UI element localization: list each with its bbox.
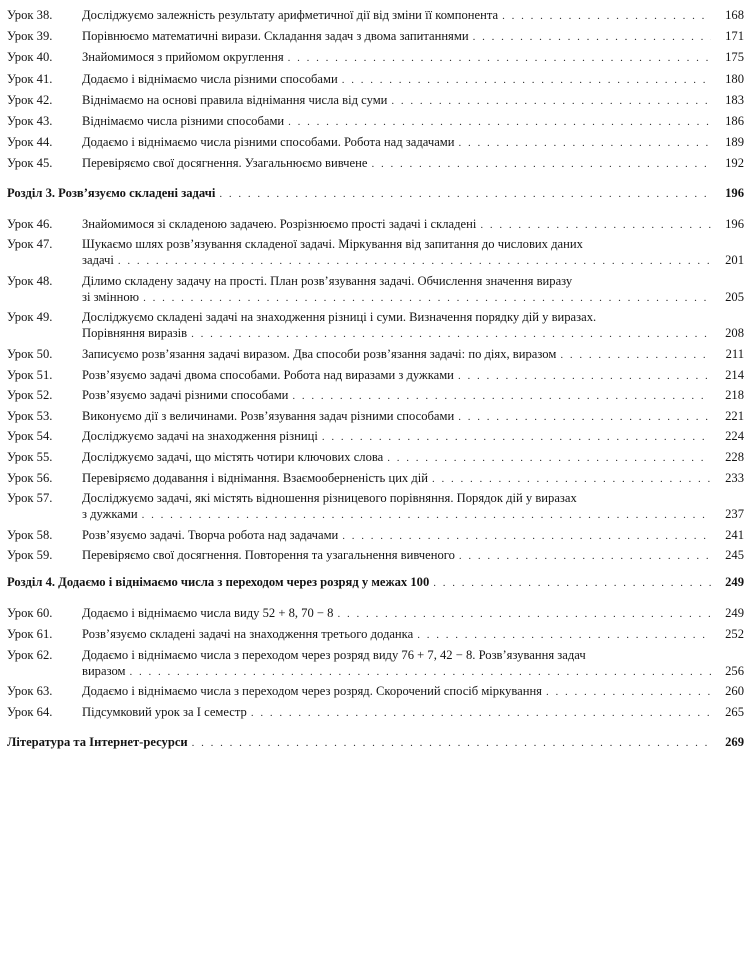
entry-text: Досліджуємо задачі, які містять відношення різницевого порівняння. Порядок дій у виразах (82, 491, 577, 506)
lesson-number: Урок 42. (7, 92, 53, 107)
dot-leader (143, 290, 711, 306)
section-heading (7, 574, 744, 590)
page-number: 249 (725, 606, 744, 620)
entry-line (82, 605, 714, 621)
toc-entry (7, 367, 744, 383)
entry-line (7, 185, 714, 201)
toc-entry (7, 216, 744, 232)
entry-text: Досліджуємо залежність результату арифметичної дії від зміни її компонента (82, 8, 499, 22)
toc-entry (7, 155, 744, 171)
entry-line (82, 626, 714, 642)
entry-title (82, 647, 714, 679)
lesson-number: Урок 47. (7, 237, 53, 252)
lesson-number: Урок 51. (7, 367, 53, 382)
entry-line (82, 683, 714, 699)
dot-leader (473, 29, 711, 45)
lesson-number: Урок 52. (7, 388, 53, 403)
toc-entry (7, 428, 744, 444)
dot-leader (337, 606, 711, 622)
entry-line (82, 273, 714, 289)
page-number: 208 (725, 326, 744, 341)
dot-leader (458, 368, 711, 384)
entry-title (82, 704, 714, 720)
toc-entry (7, 346, 744, 362)
toc-entry (7, 470, 744, 486)
page-number: 168 (725, 8, 744, 22)
section-text: Розділ 3. Розв’язуємо складені задачі (7, 185, 216, 200)
entry-line (82, 408, 714, 424)
entry-text: Додаємо і віднімаємо числа з переходом через розряд виду 76 + 7, 42 − 8. Розв’язування задач (82, 647, 586, 662)
entry-title (82, 236, 714, 268)
page-number: 218 (725, 388, 744, 403)
entry-text: Додаємо і віднімаємо числа виду 52 + 8, 70 − 8 (82, 606, 334, 620)
entry-line (82, 134, 714, 150)
entry-line (82, 325, 714, 341)
entry-text: Досліджуємо складені задачі на знаходження різниці і суми. Визначення порядку дій у виразах. (82, 310, 597, 325)
entry-title (82, 346, 714, 362)
page-number: 186 (725, 114, 744, 128)
entry-line (82, 7, 714, 23)
page-number: 175 (725, 50, 744, 65)
lesson-number: Урок 46. (7, 216, 53, 231)
entry-line (82, 527, 714, 543)
page-number: 237 (725, 507, 744, 522)
entry-line (82, 449, 714, 465)
lesson-number: Урок 41. (7, 71, 53, 86)
lesson-number: Урок 64. (7, 705, 53, 720)
entry-text: виразом (82, 663, 126, 678)
entry-text: Порівнюємо математичні вирази. Складання задач з двома запитаннями (82, 29, 469, 44)
entry-title (82, 605, 714, 621)
entry-line (82, 547, 714, 563)
lesson-number: Урок 54. (7, 429, 53, 444)
toc-entry (7, 7, 744, 23)
dot-leader (432, 471, 711, 487)
page-number: 233 (725, 470, 744, 485)
entry-title (82, 155, 714, 171)
dot-leader (251, 705, 711, 721)
entry-line (82, 428, 714, 444)
page-number: 196 (725, 185, 744, 200)
section-text: Література та Інтернет-ресурси (7, 735, 188, 749)
entry-text: Додаємо і віднімаємо числа з переходом через розряд. Скорочений спосіб міркування (82, 684, 542, 699)
entry-text: Перевіряємо додавання і віднімання. Взаємооберненість цих дій (82, 470, 429, 485)
entry-title (82, 683, 714, 699)
entry-line (82, 367, 714, 383)
toc-entry (7, 71, 744, 87)
lesson-number: Урок 38. (7, 8, 53, 22)
section-text: Розділ 4. Додаємо і віднімаємо числа з переходом через розряд у межах 100 (7, 575, 430, 589)
page-number: 221 (725, 408, 744, 423)
entry-line (82, 71, 714, 87)
entry-title (82, 387, 714, 403)
entry-line (82, 387, 714, 403)
page-number: 180 (725, 71, 744, 86)
section-heading (7, 185, 744, 201)
toc-entry (7, 134, 744, 150)
entry-line (82, 704, 714, 720)
entry-line (82, 309, 714, 325)
entry-text: Досліджуємо задачі, що містять чотири ключових слова (82, 450, 384, 464)
entry-title (82, 408, 714, 424)
entry-text: з дужками (82, 507, 138, 522)
entry-line (82, 216, 714, 232)
lesson-number: Урок 58. (7, 527, 53, 542)
page-number: 249 (725, 575, 744, 589)
page-number: 183 (725, 92, 744, 107)
entry-title (82, 71, 714, 87)
toc-entry (7, 113, 744, 129)
dot-leader (502, 8, 711, 24)
section-title (7, 185, 714, 201)
toc-entry (7, 647, 744, 679)
page-number: 192 (725, 156, 744, 171)
entry-title (82, 527, 714, 543)
page-number: 252 (725, 626, 744, 641)
section-heading (7, 734, 744, 750)
toc-entry (7, 527, 744, 543)
entry-text: Додаємо і віднімаємо числа різними способами. Робота над задачами (82, 135, 455, 150)
toc-entry (7, 449, 744, 465)
page-number: 245 (725, 548, 744, 563)
entry-text: Розв’язуємо задачі двома способами. Робота над виразами з дужками (82, 367, 454, 382)
dot-leader (322, 429, 711, 445)
entry-title (82, 626, 714, 642)
entry-text: Додаємо і віднімаємо числа різними способами (82, 71, 338, 86)
toc-entry (7, 309, 744, 341)
entry-text: Підсумковий урок за І семестр (82, 705, 247, 720)
dot-leader (417, 627, 711, 643)
lesson-number: Урок 39. (7, 29, 53, 44)
page-number: 211 (725, 347, 744, 361)
lesson-number: Урок 60. (7, 606, 53, 620)
entry-title (82, 428, 714, 444)
section-title (7, 734, 714, 750)
lesson-number: Урок 44. (7, 135, 53, 150)
dot-leader (342, 528, 711, 544)
entry-title (82, 216, 714, 232)
lesson-number: Урок 49. (7, 310, 53, 325)
entry-title (82, 367, 714, 383)
toc-entry (7, 683, 744, 699)
dot-leader (118, 253, 711, 269)
entry-title (82, 273, 714, 305)
entry-line (82, 663, 714, 679)
entry-title (82, 449, 714, 465)
entry-line (82, 289, 714, 305)
dot-leader (142, 507, 711, 523)
entry-title (82, 547, 714, 563)
entry-text: Записуємо розв’язання задачі виразом. Два способи розв’язання задачі: по діях, виразом (82, 347, 557, 361)
dot-leader (371, 156, 711, 172)
toc-entry (7, 490, 744, 522)
toc-entry (7, 547, 744, 563)
entry-text: Розв’язуємо задачі різними способами (82, 388, 289, 403)
entry-title (82, 28, 714, 44)
dot-leader (342, 72, 711, 88)
dot-leader (192, 735, 711, 751)
dot-leader (191, 326, 711, 342)
entry-text: Перевіряємо свої досягнення. Узагальнюємо вивчене (82, 156, 368, 171)
entry-text: зі змінною (82, 289, 140, 304)
entry-line (82, 28, 714, 44)
entry-text: Порівняння виразів (82, 326, 188, 341)
toc-entry (7, 408, 744, 424)
page-number: 205 (725, 289, 744, 304)
lesson-number: Урок 43. (7, 114, 53, 128)
entry-text: Віднімаємо числа різними способами (82, 114, 285, 128)
section-title (7, 574, 714, 590)
lesson-number: Урок 62. (7, 647, 53, 662)
dot-leader (387, 450, 711, 466)
entry-title (82, 49, 714, 65)
entry-text: Ділимо складену задачу на прості. План розв’язування задачі. Обчислення значення виразу (82, 273, 573, 288)
entry-line (82, 647, 714, 663)
page-number: 228 (725, 450, 744, 464)
entry-text: Розв’язуємо задачі. Творча робота над задачами (82, 527, 339, 542)
page-number: 241 (725, 527, 744, 542)
dot-leader (292, 388, 711, 404)
dot-leader (546, 684, 711, 700)
page-number: 265 (725, 705, 744, 720)
toc-entry (7, 626, 744, 642)
lesson-number: Урок 53. (7, 408, 53, 423)
entry-text: задачі (82, 253, 114, 268)
page-number: 201 (725, 253, 744, 268)
entry-title (82, 309, 714, 341)
toc-entry (7, 236, 744, 268)
entry-line (82, 252, 714, 268)
dot-leader (288, 114, 711, 130)
lesson-number: Урок 48. (7, 273, 53, 288)
entry-line (82, 490, 714, 506)
entry-line (82, 155, 714, 171)
toc-entry (7, 49, 744, 65)
lesson-number: Урок 57. (7, 491, 53, 506)
entry-text: Шукаємо шлях розв’язування складеної задачі. Міркування від запитання до числових даних (82, 237, 583, 252)
lesson-number: Урок 59. (7, 548, 53, 563)
entry-line (82, 92, 714, 108)
toc-entry (7, 704, 744, 720)
entry-text: Розв’язуємо складені задачі на знаходження третього доданка (82, 626, 414, 641)
entry-title (82, 490, 714, 522)
dot-leader (459, 135, 712, 151)
entry-text: Знайомимося зі складеною задачею. Розрізнюємо прості задачі і складені (82, 216, 477, 231)
page-number: 260 (725, 684, 744, 699)
entry-text: Знайомимося з прийомом округлення (82, 50, 284, 65)
entry-text: Віднімаємо на основі правила віднімання числа від суми (82, 92, 388, 107)
lesson-number: Урок 45. (7, 156, 53, 171)
toc-entry (7, 92, 744, 108)
entry-line (82, 49, 714, 65)
entry-text: Досліджуємо задачі на знаходження різниці (82, 429, 318, 444)
page-number: 171 (725, 29, 744, 44)
entry-line (82, 236, 714, 252)
toc-entry (7, 28, 744, 44)
toc-entry (7, 605, 744, 621)
entry-text: Перевіряємо свої досягнення. Повторення та узагальнення вивченого (82, 548, 455, 563)
page-number: 196 (725, 216, 744, 231)
entry-line (82, 113, 714, 129)
page-number: 224 (725, 429, 744, 444)
page-number: 214 (725, 367, 744, 382)
entry-title (82, 134, 714, 150)
dot-leader (560, 347, 711, 363)
page-number: 189 (725, 135, 744, 150)
entry-title (82, 7, 714, 23)
entry-line (82, 470, 714, 486)
toc-entry (7, 273, 744, 305)
dot-leader (130, 664, 712, 680)
dot-leader (433, 575, 711, 591)
dot-leader (458, 409, 711, 425)
entry-line (7, 734, 714, 750)
dot-leader (288, 50, 711, 66)
dot-leader (480, 217, 711, 233)
entry-title (82, 470, 714, 486)
dot-leader (219, 186, 711, 202)
lesson-number: Урок 63. (7, 684, 53, 699)
lesson-number: Урок 55. (7, 450, 53, 464)
entry-line (82, 506, 714, 522)
lesson-number: Урок 56. (7, 470, 53, 485)
entry-title (82, 113, 714, 129)
toc-entry (7, 387, 744, 403)
entry-line (82, 346, 714, 362)
page-number: 256 (725, 663, 744, 678)
entry-title (82, 92, 714, 108)
lesson-number: Урок 50. (7, 347, 53, 361)
entry-line (7, 574, 714, 590)
dot-leader (459, 548, 711, 564)
page-number: 269 (725, 735, 744, 749)
lesson-number: Урок 61. (7, 626, 53, 641)
entry-text: Виконуємо дії з величинами. Розв’язування задач різними способами (82, 408, 455, 423)
dot-leader (391, 93, 711, 109)
lesson-number: Урок 40. (7, 50, 53, 65)
